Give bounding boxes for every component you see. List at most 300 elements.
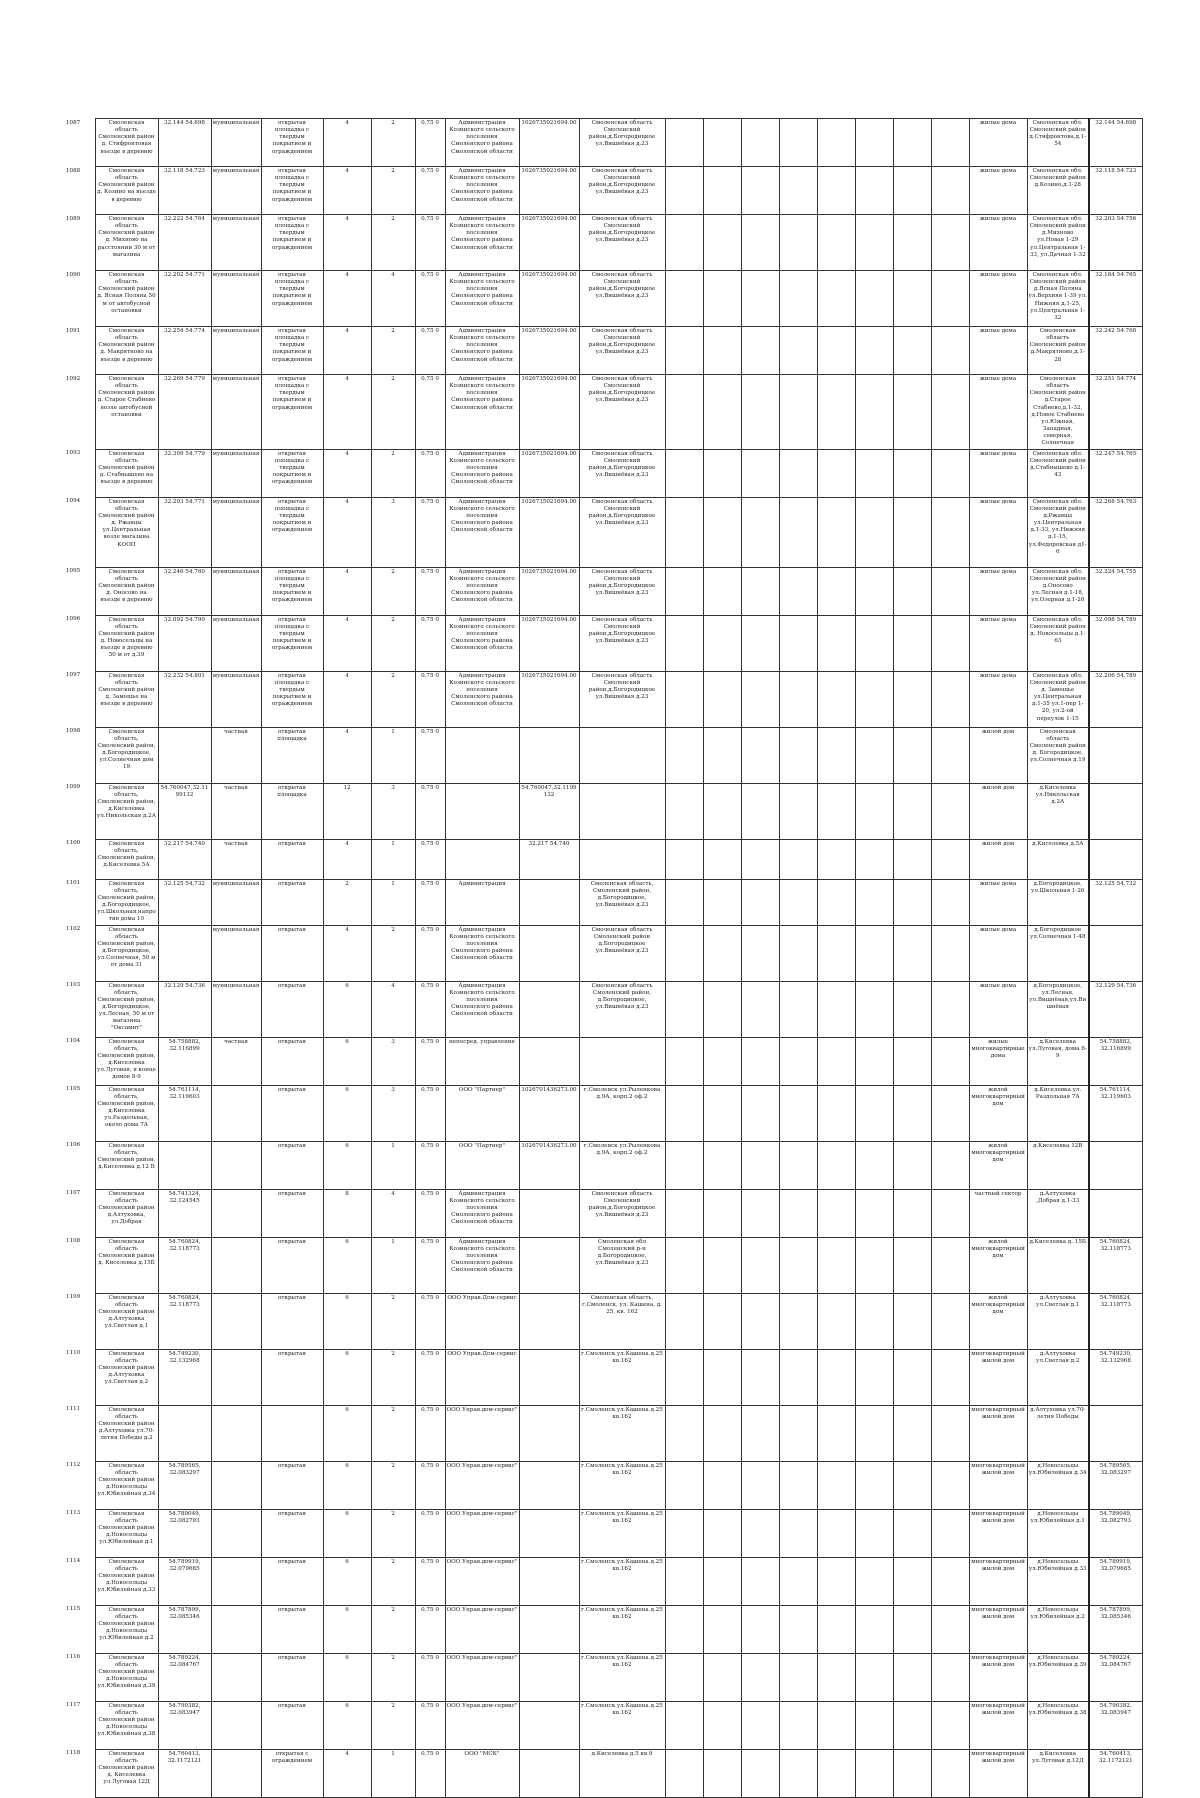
coordinates-cell: 32.246 54.760	[158, 567, 211, 615]
waste-source-cell: жилые дома	[969, 167, 1027, 215]
waste-source-cell: жилые дома	[969, 497, 1027, 567]
empty-cell	[855, 271, 893, 327]
ogrn-cell: 1026735021694.00	[519, 449, 579, 497]
ogrn-cell	[519, 1605, 579, 1653]
ogrn-cell: 1026735021694.00	[519, 615, 579, 671]
empty-cell	[855, 567, 893, 615]
empty-cell	[817, 839, 855, 879]
area-cell: 6	[323, 1605, 371, 1653]
empty-cell	[741, 1237, 779, 1293]
coordinates-2-cell	[1089, 727, 1142, 783]
owner-cell: Администрация Козинского сельского поселения Смоленского района Смоленской области	[445, 981, 519, 1037]
waste-source-cell: жилые дома	[969, 879, 1027, 925]
address-cell: Смоленская область, Смоленский район, д.Киселевка ул.Луговая, в конце домов 8-9	[95, 1037, 158, 1085]
volume-cell: 0.75 0	[415, 449, 445, 497]
address-cell: Смоленская область, Смоленский район, д.Киселевка д.12 В	[95, 1141, 158, 1189]
empty-cell	[893, 671, 931, 727]
empty-cell	[893, 1085, 931, 1141]
empty-cell	[741, 497, 779, 567]
containers-cell: 1	[371, 727, 415, 783]
empty-cell	[855, 167, 893, 215]
coordinates-cell: 54.790382, 32.083947	[158, 1701, 211, 1749]
row-number: 1108	[62, 1237, 95, 1293]
surface-cell: открытая	[261, 879, 323, 925]
containers-cell: 2	[371, 671, 415, 727]
served-objects-cell: Смоленская обл. Смоленский район д.Оносово ул.Лесная д.1-18, ул.Озерная д.1-26	[1027, 567, 1089, 615]
owner-cell: ООО Управ.дом-сервис"	[445, 1653, 519, 1701]
coordinates-2-cell: 54.789224, 32.084767	[1089, 1653, 1142, 1701]
empty-cell	[855, 449, 893, 497]
empty-cell	[855, 671, 893, 727]
coordinates-2-cell: 54.787899, 32.085346	[1089, 1605, 1142, 1653]
empty-cell	[703, 1461, 741, 1509]
owner-address-cell: Смоленская обл Смоленский р-н д.Богородицкое, ул.Вишнёвая д.23	[579, 1237, 665, 1293]
containers-cell: 2	[371, 1701, 415, 1749]
coordinates-cell	[158, 1405, 211, 1461]
containers-cell: 2	[371, 1461, 415, 1509]
table-row	[62, 981, 1142, 1037]
surface-cell: открытая	[261, 1653, 323, 1701]
containers-cell: 1	[371, 879, 415, 925]
empty-cell	[817, 497, 855, 567]
empty-cell	[741, 1557, 779, 1605]
empty-cell	[779, 119, 817, 167]
address-cell: Смоленская область Смоленский район, д.Богородицкое, ул.Солнечная, 50 м от дома 31	[95, 925, 158, 981]
address-cell: Смоленская область Смоленский район д.Алтуховка ул.70-летия Победы д.2	[95, 1405, 158, 1461]
ogrn-cell: 1026735021694.00	[519, 215, 579, 271]
empty-cell	[703, 1701, 741, 1749]
served-objects-cell: д.Новосельцы ул.Юбилейная д.1	[1027, 1509, 1089, 1557]
empty-cell	[741, 615, 779, 671]
waste-source-cell: жилые дома	[969, 449, 1027, 497]
row-number: 1115	[62, 1605, 95, 1653]
owner-cell: Администрация	[445, 879, 519, 925]
owner-cell: ООО Управ.Дом-сервис	[445, 1349, 519, 1405]
ogrn-cell	[519, 1461, 579, 1509]
empty-cell	[855, 375, 893, 450]
waste-source-cell: жилые дома	[969, 981, 1027, 1037]
coordinates-2-cell: 54.789919, 32.079685	[1089, 1557, 1142, 1605]
empty-cell	[817, 727, 855, 783]
empty-cell	[703, 839, 741, 879]
address-cell: Смоленская область Смоленский район д. Замощье на въезде в деревню	[95, 671, 158, 727]
containers-cell: 2	[371, 449, 415, 497]
empty-cell	[931, 167, 969, 215]
owner-cell: ООО Управ.Дом-сервис	[445, 1293, 519, 1349]
ogrn-cell	[519, 1037, 579, 1085]
empty-cell	[703, 1509, 741, 1557]
ogrn-cell	[519, 1701, 579, 1749]
empty-cell	[665, 727, 703, 783]
table-row	[62, 671, 1142, 727]
area-cell: 6	[323, 1557, 371, 1605]
owner-address-cell: Смоленская область Смоленский район,д.Богородицкое ул.Вишнёвая д.23	[579, 615, 665, 671]
table-row	[62, 1037, 1142, 1085]
served-objects-cell: Смоленская область Смоленский район д. Богородицкое, ул.Солнечная д.19	[1027, 727, 1089, 783]
area-cell: 6	[323, 1461, 371, 1509]
empty-cell	[817, 327, 855, 375]
address-cell: Смоленская область Смоленский район д.Новосельцы ул.Юбилейная д.33	[95, 1557, 158, 1605]
coordinates-cell: 32.293 54.771	[158, 497, 211, 567]
row-number: 1103	[62, 981, 95, 1037]
row-number: 1116	[62, 1653, 95, 1701]
address-cell: Смоленская область, Смоленский район, д.Киселевка ул.Никольская д.2А	[95, 783, 158, 839]
empty-cell	[855, 215, 893, 271]
empty-cell	[779, 783, 817, 839]
empty-cell	[931, 119, 969, 167]
empty-cell	[703, 879, 741, 925]
empty-cell	[741, 327, 779, 375]
containers-cell: 2	[371, 1509, 415, 1557]
owner-cell: ООО "МСК"	[445, 1749, 519, 1797]
area-cell: 8	[323, 1189, 371, 1237]
address-cell: Смоленская область Смоленский район д. Стабнышево на въезде в деревню	[95, 449, 158, 497]
empty-cell	[703, 615, 741, 671]
empty-cell	[779, 1349, 817, 1405]
served-objects-cell: Смоленская обл. Смоленский район д.Стабнышево д.1-43	[1027, 449, 1089, 497]
coordinates-cell: 32.092 54.790	[158, 615, 211, 671]
surface-cell: открытая	[261, 1189, 323, 1237]
table-row	[62, 1237, 1142, 1293]
coordinates-cell: 32.144 54.698	[158, 119, 211, 167]
ogrn-cell	[519, 1293, 579, 1349]
empty-cell	[855, 1349, 893, 1405]
owner-cell: Администрация Козинского сельского поселения Смоленского района Смоленской области	[445, 119, 519, 167]
empty-cell	[779, 727, 817, 783]
ownership-cell	[211, 1293, 261, 1349]
area-cell: 4	[323, 449, 371, 497]
ogrn-cell: 32.217 54.740	[519, 839, 579, 879]
table-row	[62, 1349, 1142, 1405]
empty-cell	[893, 727, 931, 783]
coordinates-2-cell: 32.206 54.789	[1089, 671, 1142, 727]
empty-cell	[893, 567, 931, 615]
row-number: 1096	[62, 615, 95, 671]
volume-cell: 0.75 0	[415, 1461, 445, 1509]
empty-cell	[741, 1701, 779, 1749]
empty-cell	[855, 1557, 893, 1605]
served-objects-cell: Смоленская область Смоленский район д.Макрятново,д.1-28	[1027, 327, 1089, 375]
owner-address-cell: г.Смоленск ул.Кашена д.25 кв.162	[579, 1461, 665, 1509]
volume-cell: 0.75 0	[415, 167, 445, 215]
area-cell: 6	[323, 1405, 371, 1461]
row-number: 1092	[62, 375, 95, 450]
empty-cell	[703, 1189, 741, 1237]
area-cell: 6	[323, 981, 371, 1037]
empty-cell	[931, 1237, 969, 1293]
table-row	[62, 1141, 1142, 1189]
empty-cell	[855, 497, 893, 567]
coordinates-2-cell: 32.125 54.732	[1089, 879, 1142, 925]
surface-cell: открытая с ограждением	[261, 1749, 323, 1797]
table-row	[62, 449, 1142, 497]
waste-source-cell: многоквартирный жилой дом	[969, 1653, 1027, 1701]
served-objects-cell: Смоленская обл. Смоленский район д. Замощье ул.Центральная д.1-35 ул.1-пер 1-20, ул.2-ой переулок 1-15	[1027, 671, 1089, 727]
volume-cell: 0.75 0	[415, 1653, 445, 1701]
empty-cell	[741, 449, 779, 497]
empty-cell	[893, 615, 931, 671]
ogrn-cell: 1026701436273.00	[519, 1085, 579, 1141]
ownership-cell	[211, 1557, 261, 1605]
row-number: 1097	[62, 671, 95, 727]
coordinates-cell: 54.760824, 32.118773	[158, 1293, 211, 1349]
empty-cell	[741, 375, 779, 450]
empty-cell	[741, 1509, 779, 1557]
waste-source-cell: жилые многоквартирные дома	[969, 1037, 1027, 1085]
empty-cell	[779, 1605, 817, 1653]
address-cell: Смоленская область, Смоленский район, д.Богородицкое, ул.Лесная, 50 м от магазина "Оксамит"	[95, 981, 158, 1037]
empty-cell	[703, 1605, 741, 1653]
empty-cell	[855, 119, 893, 167]
waste-source-cell: многоквартирный жилой дом	[969, 1509, 1027, 1557]
volume-cell: 0.75 0	[415, 1749, 445, 1797]
empty-cell	[741, 1293, 779, 1349]
table-row	[62, 567, 1142, 615]
empty-cell	[855, 1701, 893, 1749]
area-cell: 4	[323, 375, 371, 450]
empty-cell	[817, 1509, 855, 1557]
empty-cell	[703, 925, 741, 981]
coordinates-2-cell: 32.247 54.765	[1089, 449, 1142, 497]
area-cell: 4	[323, 1749, 371, 1797]
ownership-cell	[211, 1085, 261, 1141]
empty-cell	[703, 1557, 741, 1605]
waste-source-cell: жилые дома	[969, 671, 1027, 727]
coordinates-2-cell: 54.760413, 32.1172121	[1089, 1749, 1142, 1797]
empty-cell	[855, 1461, 893, 1509]
empty-cell	[817, 449, 855, 497]
ogrn-cell: 1026735021694.00	[519, 119, 579, 167]
empty-cell	[817, 1653, 855, 1701]
empty-cell	[893, 497, 931, 567]
served-objects-cell: Смоленская область Смоленский район д.Старое Стабнево,д.1-32, д.Новое Стабнево ул.Южная, Западная, северная, Солнечная	[1027, 375, 1089, 450]
registry-table	[62, 118, 1143, 1798]
empty-cell	[665, 925, 703, 981]
empty-cell	[893, 1749, 931, 1797]
containers-cell: 1	[371, 1749, 415, 1797]
area-cell: 4	[323, 727, 371, 783]
empty-cell	[779, 271, 817, 327]
address-cell: Смоленская область Смоленский район д. Новосельцы на въезде в деревню 50 м от д.39	[95, 615, 158, 671]
row-number: 1093	[62, 449, 95, 497]
owner-address-cell: г.Смоленск ул.Кашена д.25 кв.162	[579, 1557, 665, 1605]
served-objects-cell: Смоленская обл. Смоленский район д.Ясная Поляна ул.Верхняя 1-39 ул. Нижняя д.1-25, ул.Центральная 1-32	[1027, 271, 1089, 327]
empty-cell	[741, 671, 779, 727]
empty-cell	[893, 1349, 931, 1405]
row-number: 1090	[62, 271, 95, 327]
owner-cell: ООО Управ.дом-сервис"	[445, 1701, 519, 1749]
waste-source-cell: жилые дома	[969, 925, 1027, 981]
containers-cell: 2	[371, 375, 415, 450]
empty-cell	[741, 271, 779, 327]
table-row	[62, 375, 1142, 450]
empty-cell	[817, 783, 855, 839]
empty-cell	[703, 981, 741, 1037]
empty-cell	[931, 1653, 969, 1701]
served-objects-cell: д.Алтуховка ул.Светлая д.2	[1027, 1349, 1089, 1405]
empty-cell	[893, 449, 931, 497]
empty-cell	[931, 925, 969, 981]
surface-cell: открытая	[261, 1349, 323, 1405]
area-cell: 12	[323, 783, 371, 839]
ownership-cell: муниципальная	[211, 615, 261, 671]
volume-cell: 0.75 0	[415, 1237, 445, 1293]
served-objects-cell: д.Новосельцы ул.Юбилейная д.33	[1027, 1557, 1089, 1605]
containers-cell: 2	[371, 925, 415, 981]
ogrn-cell	[519, 1557, 579, 1605]
ownership-cell: муниципальная	[211, 497, 261, 567]
coordinates-2-cell: 54.761114, 32.119603	[1089, 1085, 1142, 1141]
served-objects-cell: д.Киселевка ул.Луговая д.12Д	[1027, 1749, 1089, 1797]
empty-cell	[893, 1557, 931, 1605]
owner-cell: Администрация Козинского сельского поселения Смоленского района Смоленской области	[445, 671, 519, 727]
waste-source-cell: жилой многоквартирный дом	[969, 1237, 1027, 1293]
empty-cell	[741, 925, 779, 981]
coordinates-cell: 54.789224, 32.084767	[158, 1653, 211, 1701]
ogrn-cell: 1026701436273.00	[519, 1141, 579, 1189]
served-objects-cell: д.Богородицкое, ул.Лесная, ул.Вишнёвая,ул.Вишнёвая	[1027, 981, 1089, 1037]
owner-address-cell: г.Смоленск ул.Кашена д.25 кв.162	[579, 1605, 665, 1653]
containers-cell: 2	[371, 1557, 415, 1605]
ownership-cell	[211, 1653, 261, 1701]
waste-source-cell: жилые дома	[969, 567, 1027, 615]
owner-cell: Администрация Козинского сельского поселения Смоленского района Смоленской области	[445, 375, 519, 450]
coordinates-cell: 54.761114, 32.119603	[158, 1085, 211, 1141]
owner-address-cell: Смоленская область Смоленский район,д.Богородицкое ул.Вишнёвая д.23	[579, 215, 665, 271]
empty-cell	[931, 449, 969, 497]
empty-cell	[817, 1349, 855, 1405]
empty-cell	[703, 1653, 741, 1701]
empty-cell	[817, 981, 855, 1037]
address-cell: Смоленская область Смоленский район д.Новосельцы ул.Юбилейная д.34	[95, 1461, 158, 1509]
volume-cell: 0.75 0	[415, 925, 445, 981]
served-objects-cell: Смоленская обл. Смоленский район д.Ржавцы ул.Центральная д.1-33, ул.Нижняя д.1-15, ул.Федоровская д1-6	[1027, 497, 1089, 567]
empty-cell	[665, 981, 703, 1037]
empty-cell	[665, 449, 703, 497]
empty-cell	[741, 567, 779, 615]
empty-cell	[893, 1037, 931, 1085]
empty-cell	[855, 1085, 893, 1141]
table-row	[62, 1293, 1142, 1349]
containers-cell: 4	[371, 271, 415, 327]
empty-cell	[665, 1293, 703, 1349]
empty-cell	[741, 1037, 779, 1085]
owner-cell: Администрация Козинского сельского поселения Смоленского района Смоленской области	[445, 925, 519, 981]
ogrn-cell	[519, 879, 579, 925]
served-objects-cell: д.Алтуховка ул.Светлая д.1	[1027, 1293, 1089, 1349]
row-number: 1102	[62, 925, 95, 981]
ownership-cell	[211, 1189, 261, 1237]
area-cell: 6	[323, 1293, 371, 1349]
empty-cell	[665, 1349, 703, 1405]
empty-cell	[855, 1293, 893, 1349]
surface-cell: открытая	[261, 1085, 323, 1141]
owner-cell: ООО Управ.дом-сервис"	[445, 1461, 519, 1509]
empty-cell	[665, 1653, 703, 1701]
empty-cell	[855, 981, 893, 1037]
served-objects-cell: д.Киселевка д. 15Б	[1027, 1237, 1089, 1293]
ownership-cell: муниципальная	[211, 119, 261, 167]
waste-source-cell: жилые дома	[969, 615, 1027, 671]
empty-cell	[931, 615, 969, 671]
ownership-cell	[211, 1405, 261, 1461]
ownership-cell	[211, 1509, 261, 1557]
coordinates-2-cell	[1089, 925, 1142, 981]
address-cell: Смоленская область Смоленский район д. Ясная Поляна 50 м от автобусной остановки	[95, 271, 158, 327]
empty-cell	[703, 1237, 741, 1293]
empty-cell	[931, 215, 969, 271]
ownership-cell	[211, 1237, 261, 1293]
volume-cell: 0.75 0	[415, 1557, 445, 1605]
ownership-cell: частная	[211, 839, 261, 879]
volume-cell: 0.75 0	[415, 1349, 445, 1405]
row-number: 1112	[62, 1461, 95, 1509]
empty-cell	[665, 1189, 703, 1237]
waste-source-cell: многоквартирный жилой дом	[969, 1349, 1027, 1405]
empty-cell	[817, 1749, 855, 1797]
volume-cell: 0.75 0	[415, 1605, 445, 1653]
owner-address-cell: Смоленская область Смоленский район, д.Богородицкое, ул.Вишнёвая д.23	[579, 981, 665, 1037]
empty-cell	[779, 925, 817, 981]
waste-source-cell: жилые дома	[969, 375, 1027, 450]
containers-cell: 2	[371, 1349, 415, 1405]
volume-cell: 0.75 0	[415, 671, 445, 727]
surface-cell: открытая	[261, 1557, 323, 1605]
owner-cell: непосред. управление	[445, 1037, 519, 1085]
ogrn-cell	[519, 1749, 579, 1797]
ogrn-cell	[519, 1653, 579, 1701]
address-cell: Смоленская область Смоленский район д. Ржавцы ул.Центральная возле магазина КООП	[95, 497, 158, 567]
area-cell: 4	[323, 671, 371, 727]
empty-cell	[665, 1237, 703, 1293]
surface-cell: открытая площадка с твердым покрытием и ограждением	[261, 375, 323, 450]
address-cell: Смоленская область Смоленский район д.Алтуховка ул.Светлая д.2	[95, 1349, 158, 1405]
coordinates-2-cell: 32.129 54.736	[1089, 981, 1142, 1037]
empty-cell	[741, 1189, 779, 1237]
empty-cell	[931, 1509, 969, 1557]
surface-cell: открытая	[261, 1605, 323, 1653]
row-number: 1106	[62, 1141, 95, 1189]
empty-cell	[665, 1509, 703, 1557]
containers-cell: 2	[371, 1405, 415, 1461]
address-cell: Смоленская область, Смоленский район, д.Богородицкое, ул.Школьная,напротив дома 10	[95, 879, 158, 925]
ogrn-cell	[519, 981, 579, 1037]
table-row	[62, 1509, 1142, 1557]
empty-cell	[893, 1237, 931, 1293]
area-cell: 4	[323, 567, 371, 615]
area-cell: 4	[323, 615, 371, 671]
ogrn-cell	[519, 1405, 579, 1461]
registry-body	[62, 119, 1142, 1798]
waste-source-cell: жилой дом	[969, 839, 1027, 879]
table-row	[62, 1085, 1142, 1141]
empty-cell	[779, 1405, 817, 1461]
area-cell: 2	[323, 879, 371, 925]
empty-cell	[931, 1189, 969, 1237]
table-row	[62, 497, 1142, 567]
owner-address-cell: г.Смоленск ул.Рыленкова д.9А, корп.2 оф.2	[579, 1141, 665, 1189]
ownership-cell: муниципальная	[211, 215, 261, 271]
waste-source-cell: жилые дома	[969, 327, 1027, 375]
volume-cell: 0.75 0	[415, 879, 445, 925]
empty-cell	[931, 1037, 969, 1085]
row-number: 1104	[62, 1037, 95, 1085]
containers-cell: 2	[371, 1293, 415, 1349]
row-number: 1095	[62, 567, 95, 615]
owner-address-cell: г.Смоленск ул.Кашена д.25 кв.162	[579, 1349, 665, 1405]
served-objects-cell: д.Новосельцы ул.Юбилейная д.38	[1027, 1701, 1089, 1749]
coordinates-2-cell: 54.758882, 32.116899	[1089, 1037, 1142, 1085]
